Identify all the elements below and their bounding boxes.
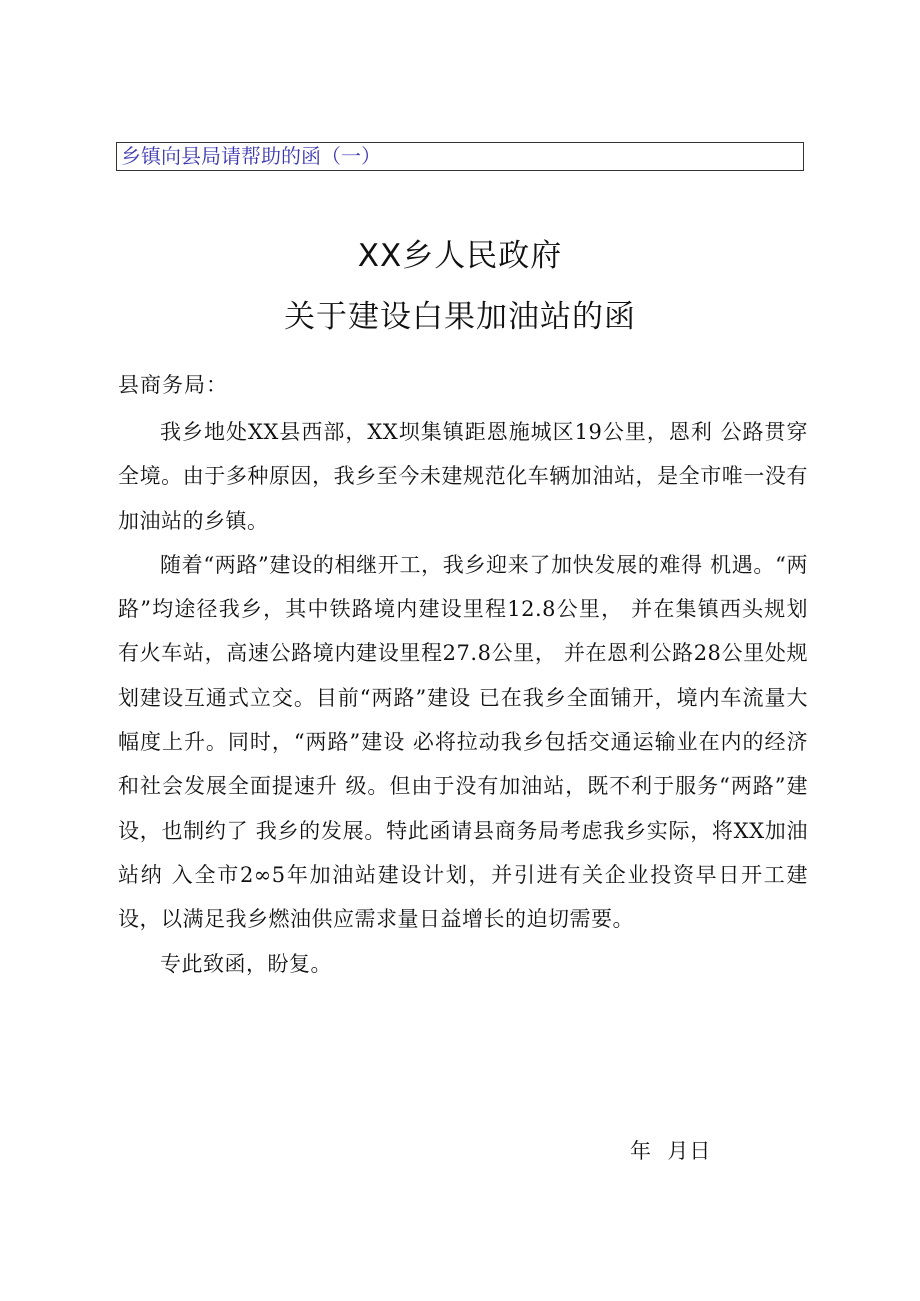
paragraph-location: 我乡地处XX县西部，XX坝集镇距恩施城区19公里，恩利 公路贯穿全境。由于多种原因，我乡至今未建规范化车辆加油站，是全市唯一没有加油站的乡镇。	[118, 420, 808, 533]
date-line: 年 月日	[630, 1139, 712, 1163]
paragraph-closing: 专此致函，盼复。	[160, 951, 332, 976]
document-title-issuer: XX乡人民政府	[357, 238, 563, 274]
document-category-label: 乡镇向县局请帮助的函（一）	[121, 144, 381, 168]
document-category-box	[116, 142, 804, 171]
letter-body	[118, 410, 808, 986]
paragraph-request: 随着“两路”建设的相继开工，我乡迎来了加快发展的难得 机遇。“两路”均途径我乡，其中铁路境内建设里程12.8公里， 并在集镇西头规划有火车站，高速公路境内建设里程27.8公里， 并在恩利公路28公里处规划建设互通式立交。目前“两路”建设 已在我乡全面铺开，境内车流量大幅度上升。同时，“两路”建设 必将拉动我乡包括交通运输业在内的经济和社会发展全面提速升 级。但由于没有加油站，既不利于服务“两路”建设，也制约了 我乡的发展。特此函请县商务局考虑我乡实际，将XX加油站纳 入全市2∞5年加油站建设计划，并引进有关企业投资早日开工建 设，以满足我乡燃油供应需求量日益增长的迫切需要。	[118, 552, 808, 932]
document-title-subject: 关于建设白果加油站的函	[284, 299, 636, 335]
salutation: 县商务局：	[118, 373, 228, 397]
